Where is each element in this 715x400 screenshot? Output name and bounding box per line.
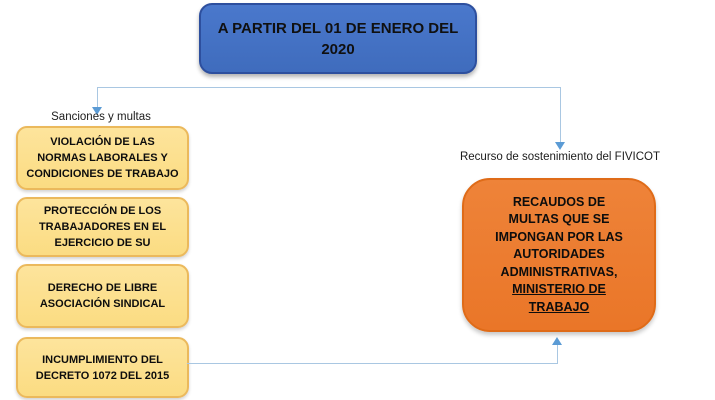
left-box-proteccion-line: PROTECCIÓN DE LOS <box>43 205 162 217</box>
left-box-incumplimiento-line: DECRETO 1072 DEL 2015 <box>35 369 170 382</box>
right-box-recaudos-line: IMPONGAN POR LAS <box>495 229 623 244</box>
left-box-derecho <box>16 264 189 328</box>
arrowhead-up-icon <box>552 337 562 345</box>
title-box <box>199 3 477 74</box>
left-branch-label: Sanciones y multas <box>51 111 151 123</box>
left-box-incumplimiento-line: INCUMPLIMIENTO DEL <box>42 353 163 366</box>
left-box-violacion <box>16 126 189 190</box>
right-box-recaudos-line: AUTORIDADES <box>513 247 605 262</box>
left-box-violacion-line: VIOLACIÓN DE LAS <box>50 136 155 148</box>
connector-bottom-vertical <box>557 344 558 364</box>
left-box-proteccion-line: TRABAJADORES EN EL <box>38 221 167 233</box>
right-box-recaudos-underlined-line: MINISTERIO DE <box>512 282 606 297</box>
left-box-violacion-line: NORMAS LABORALES Y <box>37 152 168 164</box>
left-box-proteccion <box>16 197 189 257</box>
left-box-derecho-line: DERECHO DE LIBRE <box>47 282 158 294</box>
connector-bottom-horizontal <box>187 363 558 364</box>
right-box-recaudos-underlined-line: TRABAJO <box>528 299 590 314</box>
right-branch-label: Recurso de sostenimiento del FIVICOT <box>459 151 661 163</box>
connector-left-vertical <box>97 87 98 108</box>
arrowhead-down-right-icon <box>555 142 565 150</box>
right-box-recaudos <box>462 178 656 332</box>
left-box-incumplimiento <box>16 337 189 398</box>
right-box-recaudos-line: ADMINISTRATIVAS, <box>500 264 618 279</box>
left-box-derecho-line: ASOCIACIÓN SINDICAL <box>39 298 166 310</box>
title-box-text: A PARTIR DEL 01 DE ENERO DEL 2020 <box>217 19 459 58</box>
connector-top-horizontal <box>97 87 561 88</box>
right-box-recaudos-line: MULTAS QUE SE <box>508 212 610 227</box>
left-box-proteccion-line: EJERCICIO DE SU <box>54 237 151 249</box>
left-box-violacion-line: CONDICIONES DE TRABAJO <box>26 168 179 180</box>
right-box-recaudos-line: RECAUDOS DE <box>512 194 606 209</box>
connector-right-vertical <box>560 87 561 143</box>
